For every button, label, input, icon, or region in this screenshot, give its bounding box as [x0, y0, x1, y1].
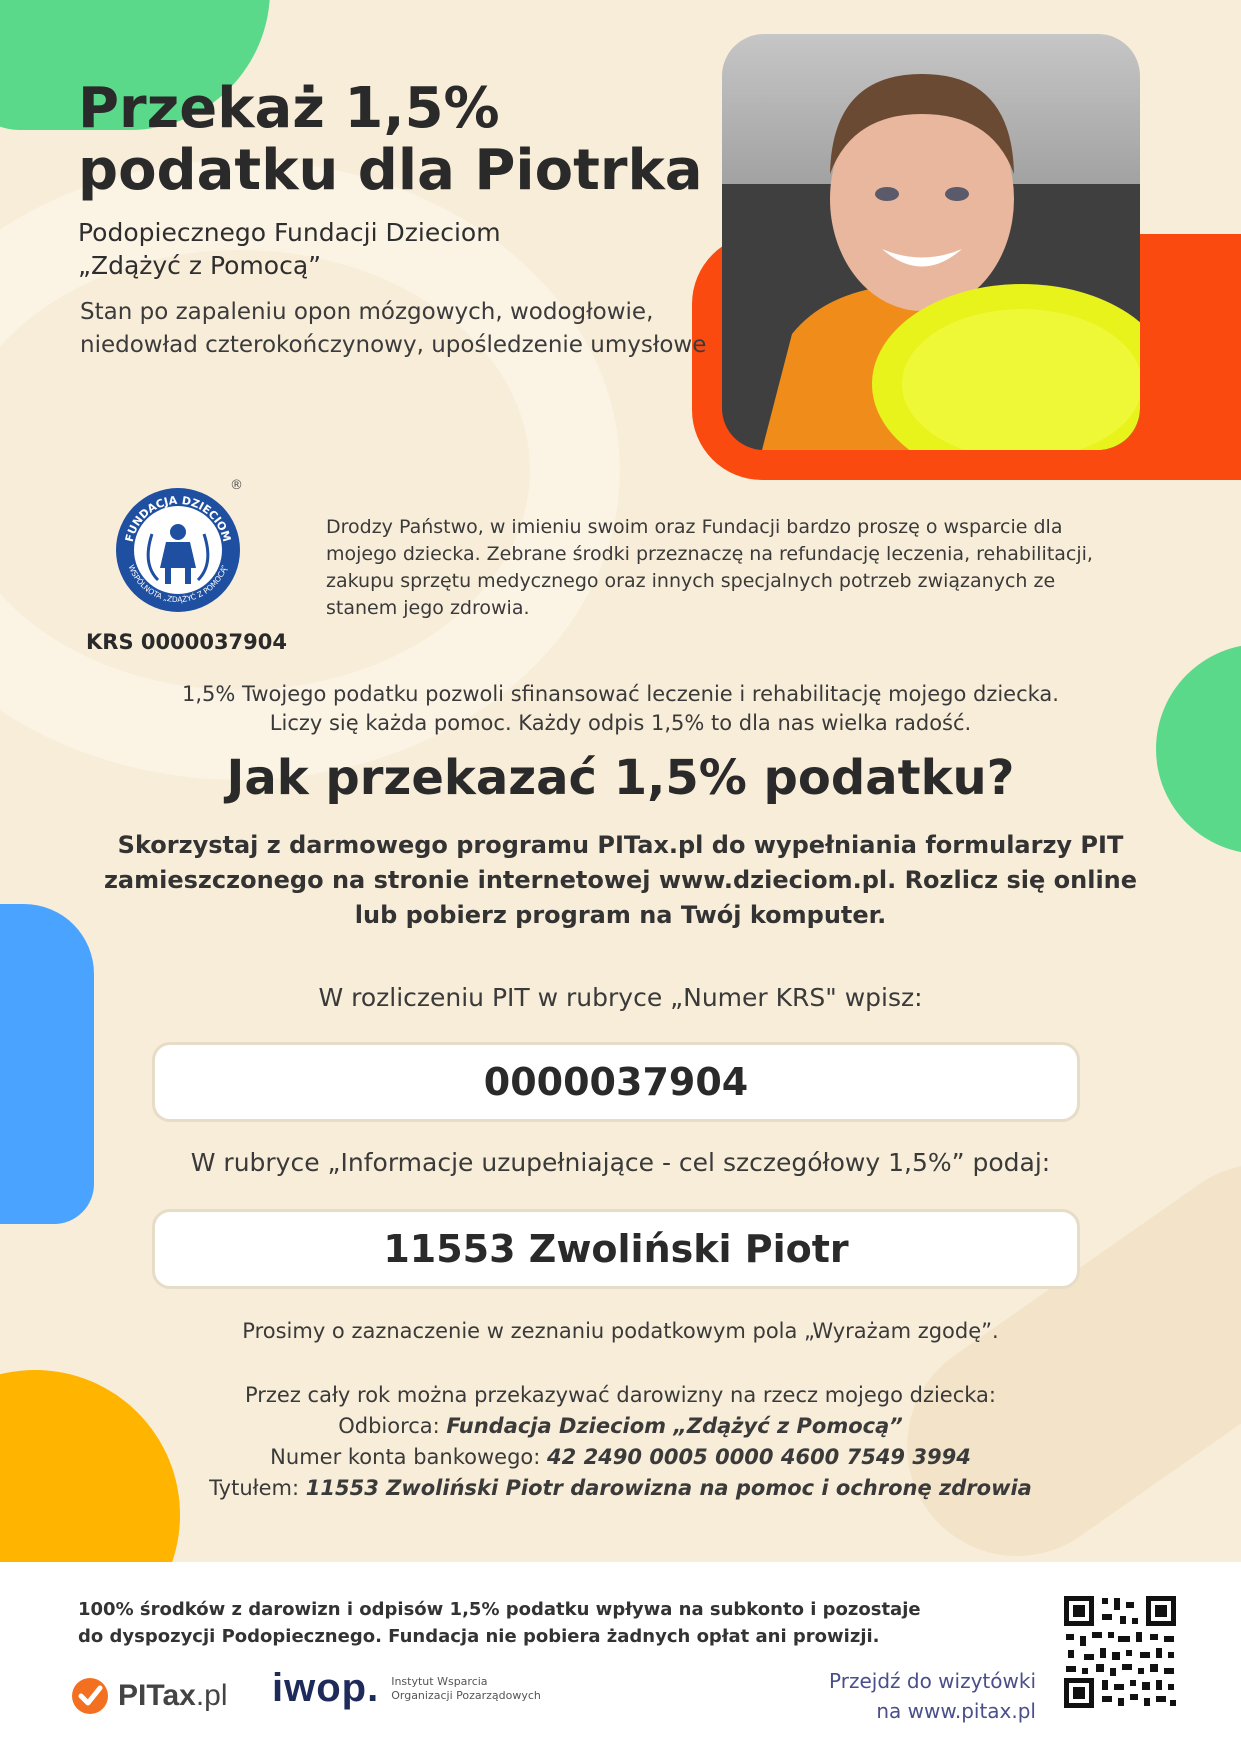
pitax-check-icon	[70, 1676, 110, 1716]
pitax-logo[interactable]	[70, 1676, 228, 1716]
goal-prompt: W rubryce „Informacje uzupełniające - cel szczegółowy 1,5%” podaj:	[190, 1148, 1051, 1177]
subtitle-line-1: Podopiecznego Fundacji Dzieciom	[78, 218, 501, 247]
subtitle-line-2: „Zdążyć z Pomocą”	[78, 251, 322, 280]
donation-account	[0, 1442, 1241, 1473]
logo-ring-bottom-text: WSPÓLNOTA „ZDĄŻYĆ Z POMOCĄ”	[126, 563, 230, 605]
instructions-line-1: Skorzystaj z darmowego programu PITax.pl do wypełniania formularzy PIT	[117, 831, 1124, 859]
appeal-line-1: 1,5% Twojego podatku pozwoli sfinansować leczenie i rehabilitację mojego dziecka.	[182, 682, 1059, 706]
child-photo	[722, 34, 1140, 450]
recipient-value: Fundacja Dzieciom „Zdążyć z Pomocą”	[446, 1414, 903, 1438]
iwop-wordmark: iwop.	[272, 1666, 380, 1710]
cream-stripe-decoration	[864, 1121, 1241, 1599]
krs-prompt: W rozliczeniu PIT w rubryce „Numer KRS" wpisz:	[318, 983, 923, 1012]
donation-info	[0, 1380, 1241, 1504]
title-label: Tytułem:	[209, 1476, 306, 1500]
page-title	[78, 78, 703, 202]
iwop-logo[interactable]	[272, 1666, 541, 1711]
diagnosis-text	[80, 296, 706, 362]
donation-title	[0, 1473, 1241, 1504]
visit-line-2: na www.pitax.pl	[876, 1699, 1036, 1723]
footer-note-line-2: do dyspozycji Podopiecznego. Fundacja nie pobiera żadnych opłat ani prowizji.	[78, 1626, 880, 1647]
child-photo-illustration	[722, 34, 1140, 450]
donation-intro: Przez cały rok można przekazywać darowizny na rzecz mojego dziecka:	[244, 1383, 997, 1407]
diagnosis-line-1: Stan po zapaleniu opon mózgowych, wodogłowie,	[80, 299, 654, 325]
footer-note	[78, 1596, 921, 1650]
footer-note-line-1: 100% środków z darowizn i odpisów 1,5% podatku wpływa na subkonto i pozostaje	[78, 1599, 921, 1620]
how-to-heading: Jak przekazać 1,5% podatku?	[226, 750, 1015, 806]
iwop-subtitle: Instytut Wsparcia Organizacji Pozarządowych	[391, 1674, 541, 1702]
subtitle	[78, 216, 501, 282]
consent-note: Prosimy o zaznaczenie w zeznaniu podatkowym pola „Wyrażam zgodę”.	[242, 1319, 999, 1343]
goal-value-box: 11553 Zwoliński Piotr	[152, 1209, 1080, 1289]
title-line-1: Przekaż 1,5%	[78, 76, 500, 141]
recipient-label: Odbiorca:	[338, 1414, 447, 1438]
visit-line-1: Przejdź do wizytówki	[829, 1669, 1036, 1693]
registered-mark-icon: ®	[230, 478, 243, 493]
krs-number-box: 0000037904	[152, 1042, 1080, 1122]
visit-profile-link[interactable]	[820, 1666, 1036, 1726]
krs-label: KRS 0000037904	[86, 630, 287, 654]
foundation-logo	[112, 478, 244, 616]
account-number: 42 2490 0005 0000 4600 7549 3994	[547, 1445, 971, 1469]
pitax-wordmark: PITax.pl	[118, 1679, 228, 1712]
donation-recipient	[0, 1411, 1241, 1442]
intro-text: Drodzy Państwo, w imieniu swoim oraz Fundacji bardzo proszę o wsparcie dla mojego dziecka. Zebrane środki przeznaczę na refundację leczenia, rehabilitacji, zakupu sprzętu medycznego oraz innych specjalnych potrzeb związanych ze stanem jego zdrowia.	[326, 516, 1093, 619]
qr-code-icon[interactable]	[1060, 1592, 1180, 1712]
logo-ring-top-text: FUNDACJA DZIECIOM	[122, 493, 234, 544]
appeal-text	[0, 680, 1241, 738]
footer	[0, 1562, 1241, 1754]
diagnosis-line-2: niedowład czterokończynowy, upośledzenie umysłowe	[80, 332, 707, 358]
instructions-line-3: lub pobierz program na Twój komputer.	[354, 901, 887, 929]
green-blob-right	[1156, 644, 1241, 854]
instructions-line-2: zamieszczonego na stronie internetowej www.dzieciom.pl. Rozlicz się online	[103, 866, 1138, 894]
title-line-2: podatku dla Piotrka	[78, 138, 703, 203]
title-value: 11553 Zwoliński Piotr darowizna na pomoc i ochronę zdrowia	[305, 1476, 1032, 1500]
account-label: Numer konta bankowego:	[270, 1445, 548, 1469]
instructions	[0, 828, 1241, 933]
appeal-line-2: Liczy się każda pomoc. Każdy odpis 1,5% to dla nas wielka radość.	[269, 711, 972, 735]
